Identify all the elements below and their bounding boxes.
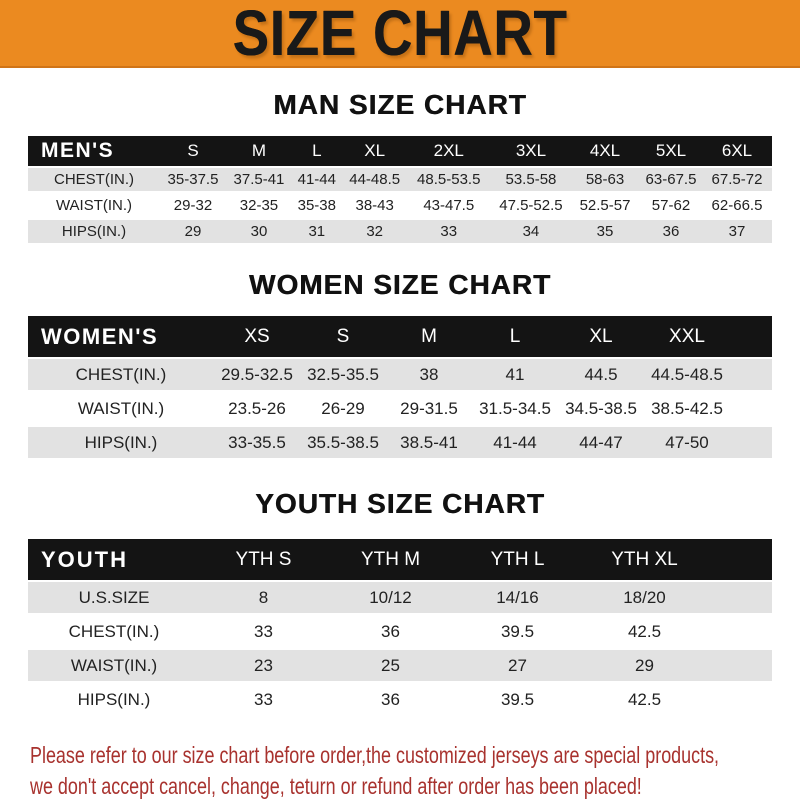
- row-filler: [708, 581, 772, 615]
- women-size-table: [28, 316, 772, 461]
- row-label: HIPS(IN.): [28, 683, 200, 717]
- size-value-cell: 41: [472, 358, 558, 392]
- size-value-cell: 44.5: [558, 358, 644, 392]
- section-heading-women: WOMEN SIZE CHART: [248, 269, 552, 300]
- men-header-label: MEN'S: [28, 136, 160, 167]
- size-value-cell: 38.5-41: [386, 426, 472, 460]
- measure-row: [28, 193, 772, 219]
- banner-title: SIZE CHART: [232, 0, 568, 69]
- women-header-label: WOMEN'S: [28, 316, 214, 358]
- measure-row: [28, 426, 772, 460]
- size-value-cell: 41-44: [292, 167, 342, 193]
- row-filler: [770, 167, 772, 193]
- header-filler: [708, 539, 772, 581]
- size-column-header: YTH S: [200, 539, 327, 581]
- size-value-cell: 42.5: [581, 615, 708, 649]
- size-value-cell: 63-67.5: [638, 167, 704, 193]
- size-value-cell: 42.5: [581, 683, 708, 717]
- size-column-header: 2XL: [408, 136, 490, 167]
- banner: [0, 0, 800, 68]
- size-column-header: L: [472, 316, 558, 358]
- size-value-cell: 33: [200, 615, 327, 649]
- size-column-header: XL: [342, 136, 408, 167]
- row-filler: [730, 426, 772, 460]
- size-value-cell: 62-66.5: [704, 193, 770, 219]
- row-label: WAIST(IN.): [28, 392, 214, 426]
- footer-line-2: we don't accept cancel, change, teturn or refund after order has been placed!: [30, 773, 642, 799]
- men-size-table: [28, 136, 772, 246]
- size-value-cell: 26-29: [300, 392, 386, 426]
- section-heading-men: MAN SIZE CHART: [273, 89, 527, 120]
- size-value-cell: 32-35: [226, 193, 292, 219]
- size-value-cell: 44-47: [558, 426, 644, 460]
- size-value-cell: 33-35.5: [214, 426, 300, 460]
- row-filler: [708, 683, 772, 717]
- section-women: [0, 268, 800, 461]
- size-column-header: XXL: [644, 316, 730, 358]
- size-value-cell: 32: [342, 219, 408, 245]
- section-heading-youth: YOUTH SIZE CHART: [255, 488, 545, 519]
- size-value-cell: 35.5-38.5: [300, 426, 386, 460]
- measure-row: [28, 358, 772, 392]
- row-label: CHEST(IN.): [28, 615, 200, 649]
- size-column-header: YTH M: [327, 539, 454, 581]
- size-column-header: YTH XL: [581, 539, 708, 581]
- row-label: U.S.SIZE: [28, 581, 200, 615]
- size-value-cell: 52.5-57: [572, 193, 638, 219]
- measure-row: [28, 649, 772, 683]
- size-column-header: S: [160, 136, 226, 167]
- measure-row: [28, 581, 772, 615]
- size-value-cell: 29-32: [160, 193, 226, 219]
- size-value-cell: 34.5-38.5: [558, 392, 644, 426]
- size-value-cell: 47-50: [644, 426, 730, 460]
- size-value-cell: 53.5-58: [490, 167, 572, 193]
- size-value-cell: 31.5-34.5: [472, 392, 558, 426]
- size-column-header: 4XL: [572, 136, 638, 167]
- size-value-cell: 36: [638, 219, 704, 245]
- size-value-cell: 29-31.5: [386, 392, 472, 426]
- size-value-cell: 43-47.5: [408, 193, 490, 219]
- size-value-cell: 35-37.5: [160, 167, 226, 193]
- size-value-cell: 36: [327, 683, 454, 717]
- size-value-cell: 38: [386, 358, 472, 392]
- women-header-row: [28, 316, 772, 358]
- measure-row: [28, 219, 772, 245]
- size-column-header: S: [300, 316, 386, 358]
- size-value-cell: 27: [454, 649, 581, 683]
- size-value-cell: 23: [200, 649, 327, 683]
- size-column-header: 3XL: [490, 136, 572, 167]
- size-value-cell: 38-43: [342, 193, 408, 219]
- row-filler: [770, 193, 772, 219]
- men-header-row: [28, 136, 772, 167]
- section-youth: [0, 487, 800, 718]
- size-column-header: 6XL: [704, 136, 770, 167]
- row-label: CHEST(IN.): [28, 358, 214, 392]
- size-column-header: 5XL: [638, 136, 704, 167]
- size-value-cell: 25: [327, 649, 454, 683]
- measure-row: [28, 167, 772, 193]
- youth-header-row: [28, 539, 772, 581]
- size-value-cell: 10/12: [327, 581, 454, 615]
- size-value-cell: 37.5-41: [226, 167, 292, 193]
- size-value-cell: 8: [200, 581, 327, 615]
- size-column-header: M: [226, 136, 292, 167]
- size-column-header: YTH L: [454, 539, 581, 581]
- row-filler: [730, 358, 772, 392]
- size-value-cell: 23.5-26: [214, 392, 300, 426]
- row-filler: [730, 392, 772, 426]
- size-value-cell: 29: [160, 219, 226, 245]
- measure-row: [28, 615, 772, 649]
- size-value-cell: 29: [581, 649, 708, 683]
- header-filler: [730, 316, 772, 358]
- size-value-cell: 57-62: [638, 193, 704, 219]
- row-label: WAIST(IN.): [28, 649, 200, 683]
- row-filler: [708, 649, 772, 683]
- size-value-cell: 44.5-48.5: [644, 358, 730, 392]
- size-value-cell: 48.5-53.5: [408, 167, 490, 193]
- size-value-cell: 41-44: [472, 426, 558, 460]
- measure-row: [28, 683, 772, 717]
- size-value-cell: 33: [408, 219, 490, 245]
- row-filler: [708, 615, 772, 649]
- sections: [0, 88, 800, 718]
- youth-size-table: [28, 539, 772, 718]
- size-value-cell: 33: [200, 683, 327, 717]
- size-value-cell: 37: [704, 219, 770, 245]
- size-value-cell: 30: [226, 219, 292, 245]
- size-value-cell: 67.5-72: [704, 167, 770, 193]
- size-value-cell: 14/16: [454, 581, 581, 615]
- size-value-cell: 31: [292, 219, 342, 245]
- size-value-cell: 35-38: [292, 193, 342, 219]
- size-value-cell: 47.5-52.5: [490, 193, 572, 219]
- size-column-header: XL: [558, 316, 644, 358]
- size-value-cell: 34: [490, 219, 572, 245]
- size-value-cell: 35: [572, 219, 638, 245]
- size-column-header: M: [386, 316, 472, 358]
- size-value-cell: 29.5-32.5: [214, 358, 300, 392]
- size-column-header: L: [292, 136, 342, 167]
- row-label: WAIST(IN.): [28, 193, 160, 219]
- youth-header-label: YOUTH: [28, 539, 200, 581]
- size-value-cell: 39.5: [454, 615, 581, 649]
- footer-note: [0, 740, 800, 802]
- size-value-cell: 58-63: [572, 167, 638, 193]
- row-label: CHEST(IN.): [28, 167, 160, 193]
- row-label: HIPS(IN.): [28, 426, 214, 460]
- size-value-cell: 38.5-42.5: [644, 392, 730, 426]
- size-column-header: XS: [214, 316, 300, 358]
- size-value-cell: 32.5-35.5: [300, 358, 386, 392]
- size-value-cell: 39.5: [454, 683, 581, 717]
- size-value-cell: 18/20: [581, 581, 708, 615]
- size-value-cell: 44-48.5: [342, 167, 408, 193]
- row-label: HIPS(IN.): [28, 219, 160, 245]
- size-value-cell: 36: [327, 615, 454, 649]
- section-men: [0, 88, 800, 246]
- row-filler: [770, 219, 772, 245]
- header-filler: [770, 136, 772, 167]
- measure-row: [28, 392, 772, 426]
- footer-line-1: Please refer to our size chart before order,the customized jerseys are special products,: [30, 742, 720, 768]
